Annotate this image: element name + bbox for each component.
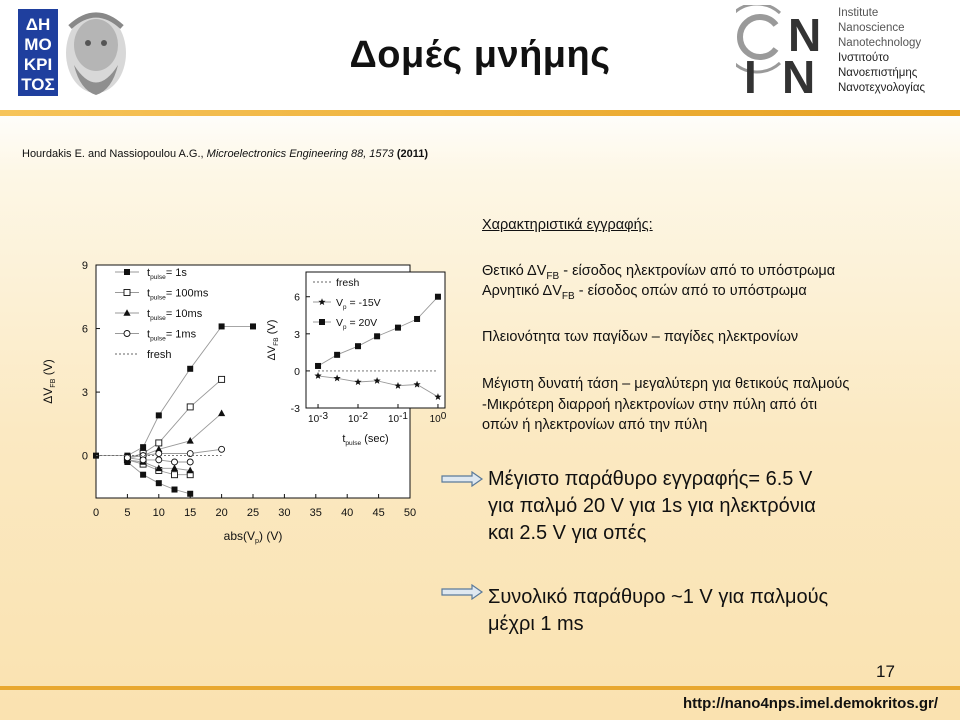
- legend-marker: [124, 331, 130, 337]
- text-part: - είσοδος ηλεκτρονίων από το υπόστρωμα: [559, 263, 836, 279]
- y-tick-label: 3: [81, 387, 88, 400]
- inset-y-axis-label-part: (V): [266, 319, 278, 338]
- svg-text:I: I: [744, 51, 757, 97]
- text-part: Θετικό ΔV: [482, 263, 547, 279]
- x-tick-label: 15: [184, 507, 197, 519]
- text-line: μέχρι 1 ms: [488, 613, 584, 635]
- inset-x-axis-label-part: t: [342, 433, 346, 445]
- inset-x-tick-label-part: 0: [440, 411, 447, 422]
- institute-line: Ινστιτούτο: [838, 52, 889, 64]
- y-axis-label: [41, 359, 57, 404]
- inset-y-tick-label: 3: [294, 328, 300, 341]
- inset-data-point: [315, 363, 321, 369]
- x-tick-label: 20: [215, 507, 228, 519]
- total-window-text: [488, 584, 828, 638]
- text-line: και 2.5 V για οπές: [488, 522, 647, 544]
- inset-legend-marker: [319, 319, 325, 325]
- legend-marker: [124, 269, 130, 275]
- institute-line: Nanotechnology: [838, 37, 922, 49]
- inset-data-point: [355, 343, 361, 349]
- inset-plot-area: [306, 272, 445, 408]
- legend-label-part: = 1ms: [165, 328, 197, 341]
- arrow-icon: [440, 584, 484, 600]
- data-point: [187, 366, 193, 372]
- y-tick-label: 9: [81, 260, 88, 272]
- legend-marker: [124, 290, 130, 296]
- legend-label-part: = 10ms: [165, 308, 203, 320]
- footer-url: http://nano4nps.imel.demokritos.gr/: [682, 695, 938, 712]
- inset-legend-label-part: V: [336, 317, 344, 329]
- data-point: [250, 323, 256, 329]
- inset-legend-label-part: = -15V: [346, 297, 381, 309]
- characteristics-heading: Χαρακτηριστικά εγγραφής:: [482, 217, 653, 233]
- negative-shift-line: [482, 282, 807, 306]
- x-tick-label: 5: [124, 507, 131, 519]
- x-tick-label: 35: [309, 507, 322, 519]
- inset-legend-label: [336, 297, 381, 311]
- data-point: [140, 457, 146, 463]
- x-tick-label: 45: [372, 507, 385, 519]
- institute-line: Nanoscience: [838, 22, 905, 34]
- institute-name: [838, 6, 925, 96]
- data-point: [172, 472, 178, 478]
- inset-legend-label: fresh: [336, 277, 360, 289]
- inset-legend-label: [336, 317, 377, 331]
- inset-x-tick-label-part: 10: [387, 414, 400, 425]
- svg-text:ΤΟΣ: ΤΟΣ: [21, 75, 55, 94]
- legend-label-part: t: [147, 287, 151, 300]
- data-point: [156, 457, 162, 463]
- data-point: [172, 459, 178, 465]
- data-point: [187, 491, 193, 497]
- reference-year: (2011): [396, 148, 429, 160]
- legend-label-part: t: [147, 267, 151, 279]
- inset-legend-label-part: = 20V: [346, 317, 378, 329]
- inset-y-tick-label: -3: [290, 403, 300, 415]
- header-divider: [0, 110, 960, 116]
- svg-text:N: N: [788, 9, 822, 61]
- traps-line: Πλειονότητα των παγίδων – παγίδες ηλεκτρονίων: [482, 329, 799, 345]
- y-tick-label: 6: [81, 323, 88, 336]
- legend-label-part: t: [147, 328, 151, 341]
- inset-data-point: [334, 352, 340, 358]
- institute-line: Νανοτεχνολογίας: [838, 82, 926, 94]
- institute-logo: [736, 5, 836, 97]
- legend-label-part: pulse: [150, 335, 166, 343]
- legend-label-part: pulse: [150, 294, 166, 302]
- inset-data-point: [435, 294, 441, 300]
- text-sub: FB: [561, 290, 575, 302]
- text-part: - είσοδος οπών από το υπόστρωμα: [574, 283, 807, 299]
- y-tick-label: 0: [81, 450, 88, 463]
- x-tick-label: 40: [341, 507, 354, 519]
- text-line: για παλμό 20 V για 1s για ηλεκτρόνια: [488, 495, 816, 517]
- x-axis-label-part: abs(V: [223, 529, 256, 543]
- data-point: [156, 480, 162, 486]
- x-tick-label: 0: [92, 507, 100, 519]
- svg-text:ΜΟ: ΜΟ: [24, 35, 52, 54]
- slide-title: Δομές μνήμης: [349, 34, 611, 76]
- inset-data-point: [414, 316, 420, 322]
- data-point: [187, 459, 193, 465]
- inset-y-tick-label: 6: [294, 291, 300, 304]
- inset-x-axis-label-part: (sec): [361, 433, 389, 445]
- arrow-icon: [440, 471, 484, 487]
- x-tick-label: 25: [246, 507, 260, 519]
- text-part: Αρνητικό ΔV: [482, 283, 562, 299]
- y-axis-label-part: ΔV: [41, 387, 55, 404]
- data-point: [219, 446, 225, 452]
- data-point: [156, 440, 162, 446]
- page-number: 17: [876, 662, 895, 681]
- data-point: [187, 404, 193, 410]
- data-point: [219, 323, 225, 329]
- legend-label-part: = 100ms: [165, 287, 209, 300]
- text-sub: FB: [546, 270, 560, 282]
- reference: [22, 148, 428, 160]
- y-axis-label-part: FB: [48, 378, 57, 388]
- x-axis-label: [224, 529, 283, 545]
- inset-x-tick-label-part: -2: [359, 411, 369, 422]
- inset-data-point: [374, 333, 380, 339]
- svg-text:N: N: [782, 51, 816, 97]
- x-tick-label: 10: [152, 507, 165, 519]
- data-point: [219, 376, 225, 382]
- institute-line: Νανοεπιστήμης: [838, 67, 918, 79]
- leakage-line: -Μικρότερη διαρροή ηλεκτρονίων στην πύλη από ότι: [482, 397, 818, 413]
- text-line: Μέγιστο παράθυρο εγγραφής= 6.5 V: [488, 468, 813, 490]
- legend-label-part: = 1s: [165, 267, 187, 279]
- footer-divider: [0, 686, 960, 690]
- legend-label-part: pulse: [150, 315, 166, 322]
- inset-legend-label-part: p: [343, 324, 347, 331]
- inset-x-tick-label-part: 10: [308, 414, 320, 425]
- legend-label-part: pulse: [150, 274, 166, 281]
- data-point: [172, 487, 178, 493]
- leakage-line-2: οπών ή ηλεκτρονίων από την πύλη: [482, 417, 708, 433]
- inset-y-axis-label-part: FB: [273, 337, 280, 346]
- inset-x-tick-label-part: 10: [429, 414, 441, 425]
- inset-data-point: [395, 325, 401, 331]
- svg-text:ΔΗ: ΔΗ: [25, 15, 51, 34]
- inset-x-tick-label-part: -3: [319, 411, 329, 422]
- inset-x-tick-label-part: -1: [399, 411, 409, 422]
- x-axis-label-part: p: [255, 536, 260, 545]
- data-point: [140, 444, 146, 450]
- inset-legend-label-part: V: [336, 297, 344, 309]
- institute-line: Institute: [838, 7, 879, 19]
- svg-text:ΚΡΙ: ΚΡΙ: [23, 55, 53, 74]
- legend-label: fresh: [147, 349, 172, 361]
- inset-x-axis-label-part: pulse: [345, 440, 362, 447]
- x-tick-label: 50: [403, 507, 417, 519]
- reference-authors: Hourdakis E. and Nassiopoulou A.G.,: [22, 148, 204, 160]
- data-point: [156, 412, 162, 418]
- legend-label-part: t: [147, 308, 151, 320]
- flatband-shift-chart: [0, 240, 470, 560]
- y-axis-label-part: (V): [41, 359, 55, 379]
- inset-legend-label-part: p: [343, 304, 347, 311]
- inset-x-tick-label-part: 10: [347, 414, 360, 425]
- max-window-text: [488, 466, 816, 547]
- x-axis-label-part: ) (V): [259, 529, 283, 543]
- reference-journal: Microelectronics Engineering 88, 1573: [206, 148, 394, 160]
- inset-y-tick-label: 0: [294, 365, 300, 378]
- max-voltage-line: Μέγιστη δυνατή τάση – μεγαλύτερη για θετικούς παλμούς: [482, 376, 850, 392]
- text-line: Συνολικό παράθυρο ~1 V για παλμούς: [488, 586, 829, 608]
- inset-y-axis-label-part: ΔV: [266, 345, 278, 361]
- data-point: [140, 472, 146, 478]
- x-tick-label: 30: [278, 507, 291, 519]
- inset-x-tick-label: [430, 411, 447, 425]
